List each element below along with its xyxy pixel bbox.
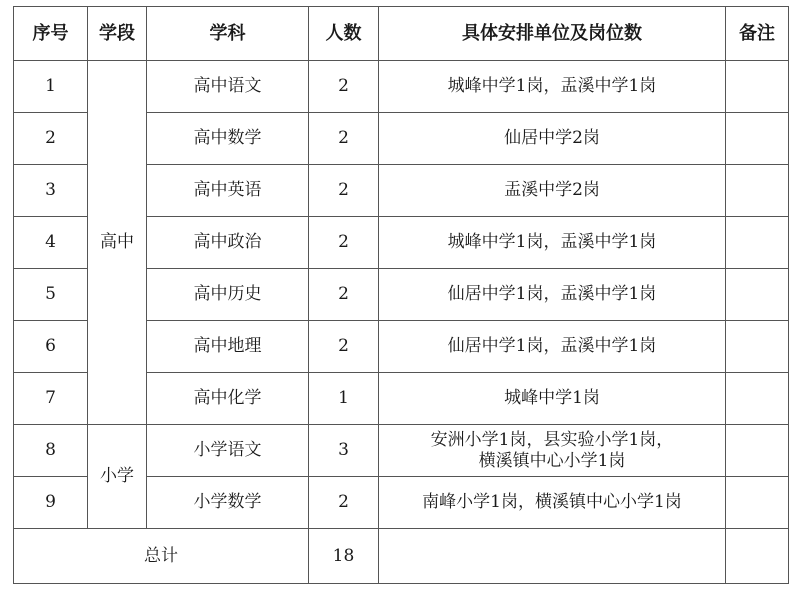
- detail-line: 仙居中学2岗: [504, 128, 600, 148]
- detail-line: 横溪镇中心小学1岗: [478, 450, 626, 471]
- count-cell: 2: [309, 61, 379, 113]
- subject-cell: 高中化学: [147, 373, 309, 425]
- recruitment-table: [13, 6, 789, 584]
- stage-cell: 小学: [88, 425, 147, 529]
- total-row: [14, 529, 789, 584]
- detail-cell: [379, 269, 726, 321]
- detail-line: 盂溪中学2岗: [504, 180, 600, 200]
- header-row: [14, 7, 789, 61]
- header-subject: 学科: [147, 7, 309, 61]
- count-cell: 2: [309, 113, 379, 165]
- note-cell: [726, 373, 789, 425]
- detail-cell: [379, 321, 726, 373]
- detail-line: 仙居中学1岗，盂溪中学1岗: [447, 284, 657, 304]
- row-number: 3: [14, 165, 88, 217]
- header-no: 序号: [14, 7, 88, 61]
- note-cell: [726, 61, 789, 113]
- detail-line: 安洲小学1岗，县实验小学1岗，: [430, 429, 674, 450]
- header-count: 人数: [309, 7, 379, 61]
- count-cell: 2: [309, 217, 379, 269]
- note-cell: [726, 269, 789, 321]
- header-note: 备注: [726, 7, 789, 61]
- count-cell: 2: [309, 165, 379, 217]
- header-detail: 具体安排单位及岗位数: [379, 7, 726, 61]
- subject-cell: 小学数学: [147, 477, 309, 529]
- detail-cell: [379, 61, 726, 113]
- detail-line: 城峰中学1岗，盂溪中学1岗: [447, 232, 657, 252]
- subject-cell: 高中政治: [147, 217, 309, 269]
- total-detail: [379, 529, 726, 584]
- note-cell: [726, 477, 789, 529]
- detail-cell: [379, 165, 726, 217]
- detail-line: 城峰中学1岗: [504, 388, 600, 408]
- row-number: 2: [14, 113, 88, 165]
- detail-cell: [379, 217, 726, 269]
- count-cell: 1: [309, 373, 379, 425]
- count-cell: 2: [309, 269, 379, 321]
- stage-cell: 高中: [88, 61, 147, 425]
- count-cell: 2: [309, 321, 379, 373]
- note-cell: [726, 217, 789, 269]
- subject-cell: 高中英语: [147, 165, 309, 217]
- total-count: 18: [309, 529, 379, 584]
- note-cell: [726, 425, 789, 477]
- subject-cell: 高中数学: [147, 113, 309, 165]
- count-cell: 2: [309, 477, 379, 529]
- subject-cell: 高中地理: [147, 321, 309, 373]
- detail-line: 南峰小学1岗，横溪镇中心小学1岗: [422, 492, 682, 512]
- detail-line: 仙居中学1岗，盂溪中学1岗: [447, 336, 657, 356]
- row-number: 5: [14, 269, 88, 321]
- note-cell: [726, 113, 789, 165]
- row-number: 1: [14, 61, 88, 113]
- subject-cell: 高中语文: [147, 61, 309, 113]
- subject-cell: 小学语文: [147, 425, 309, 477]
- note-cell: [726, 165, 789, 217]
- subject-cell: 高中历史: [147, 269, 309, 321]
- table-body: [14, 61, 789, 584]
- note-cell: [726, 321, 789, 373]
- row-number: 8: [14, 425, 88, 477]
- row-number: 4: [14, 217, 88, 269]
- row-number: 9: [14, 477, 88, 529]
- detail-cell: [379, 113, 726, 165]
- detail-line: 城峰中学1岗，盂溪中学1岗: [447, 76, 657, 96]
- detail-cell: [379, 425, 726, 477]
- table-row: [14, 61, 789, 113]
- count-cell: 3: [309, 425, 379, 477]
- detail-cell: [379, 373, 726, 425]
- header-stage: 学段: [88, 7, 147, 61]
- total-label: 总计: [14, 529, 309, 584]
- total-note: [726, 529, 789, 584]
- row-number: 6: [14, 321, 88, 373]
- table-row: [14, 425, 789, 477]
- detail-cell: [379, 477, 726, 529]
- table-wrapper: [13, 6, 789, 584]
- row-number: 7: [14, 373, 88, 425]
